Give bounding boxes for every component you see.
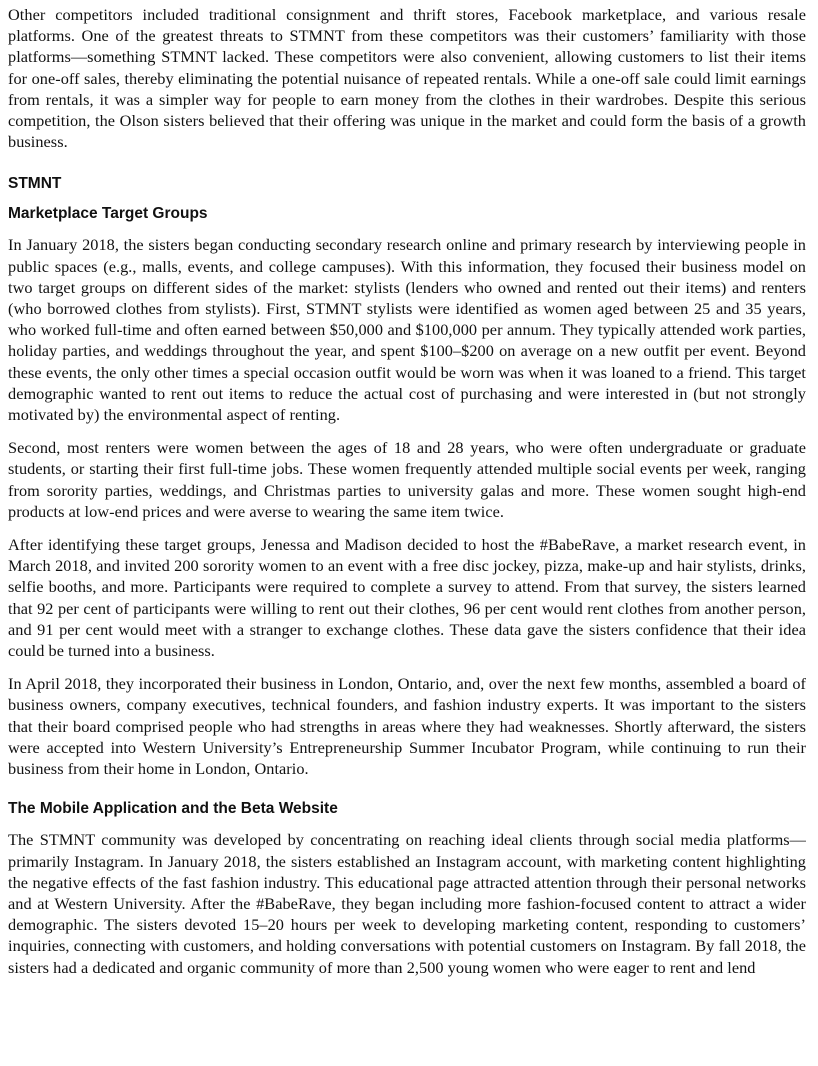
document-page — [8, 0, 806, 1066]
subheading-target-groups: Marketplace Target Groups — [8, 205, 208, 223]
paragraph-community: The STMNT community was developed by concentrating on reaching ideal clients through social media platforms—primarily Instagram. In January 2018, the sisters established an Instagram account, with marketing content highlighting the negative effects of the fast fashion industry. This educational page attracted attention through their personal networks and at Western University. After the #BabeRave, they began including more fashion-focused content to attract a wider demographic. The sisters devoted 15–20 hours per week to developing marketing content, responding to customers’ inquiries, connecting with customers, and holding conversations with potential customers on Instagram. By fall 2018, the sisters had a dedicated and organic community of more than 2,500 young women who were eager to rent and lend — [8, 830, 806, 977]
paragraph-baberave: After identifying these target groups, Jenessa and Madison decided to host the #BabeRave, a market research event, in March 2018, and invited 200 sorority women to an event with a free disc jockey, pizza, make-up and hair stylists, drinks, selfie booths, and more. Participants were required to complete a survey to attend. From that survey, the sisters learned that 92 per cent of participants were willing to rent out their clothes, 96 per cent would rent clothes from another person, and 91 per cent would meet with a stranger to exchange clothes. These data gave the sisters confidence that their idea could be turned into a business. — [8, 535, 806, 661]
subheading-mobile-app: The Mobile Application and the Beta Website — [8, 800, 338, 818]
paragraph-renters: Second, most renters were women between the ages of 18 and 28 years, who were often undergraduate or graduate students, or starting their first full-time jobs. These women frequently attended multiple social events per week, ranging from sorority parties, weddings, and Christmas parties to university galas and more. These women sought high-end products at low-end prices and were averse to wearing the same item twice. — [8, 438, 806, 521]
paragraph-research: In January 2018, the sisters began conducting secondary research online and primary research by interviewing people in public spaces (e.g., malls, events, and college campuses). With this information, they focused their business model on two target groups on different sides of the market: stylists (lenders who owned and rented out their items) and renters (who borrowed clothes from stylists). First, STMNT stylists were identified as women aged between 25 and 35 years, who worked full-time and often earned between $50,000 and $100,000 per annum. They typically attended work parties, holiday parties, and weddings throughout the year, and spent $100–$200 on average on a new outfit per event. Beyond these events, the only other times a special occasion outfit would be worn was when it was loaned to a friend. This target demographic wanted to rent out items to reduce the actual cost of purchasing and were interested in (but not strongly motivated by) the environmental aspect of renting. — [8, 235, 806, 425]
section-heading-stmnt: STMNT — [8, 175, 62, 193]
paragraph-incorporation: In April 2018, they incorporated their business in London, Ontario, and, over the next few months, assembled a board of business owners, company executives, technical founders, and fashion industry experts. It was important to the sisters that their board comprised people who had strengths in areas where they had weaknesses. Shortly afterward, the sisters were accepted into Western University’s Entrepreneurship Summer Incubator Program, while continuing to run their business from their home in London, Ontario. — [8, 674, 806, 779]
paragraph-competitors: Other competitors included traditional consignment and thrift stores, Facebook marketplace, and various resale platforms. One of the greatest threats to STMNT from these competitors was their customers’ familiarity with those platforms—something STMNT lacked. These competitors were also convenient, allowing customers to list their items for one-off sales, thereby eliminating the potential nuisance of repeated rentals. While a one-off sale could limit earnings from rentals, it was a simpler way for people to earn money from the clothes in their wardrobes. Despite this serious competition, the Olson sisters believed that their offering was unique in the market and could form the basis of a growth business. — [8, 5, 806, 152]
